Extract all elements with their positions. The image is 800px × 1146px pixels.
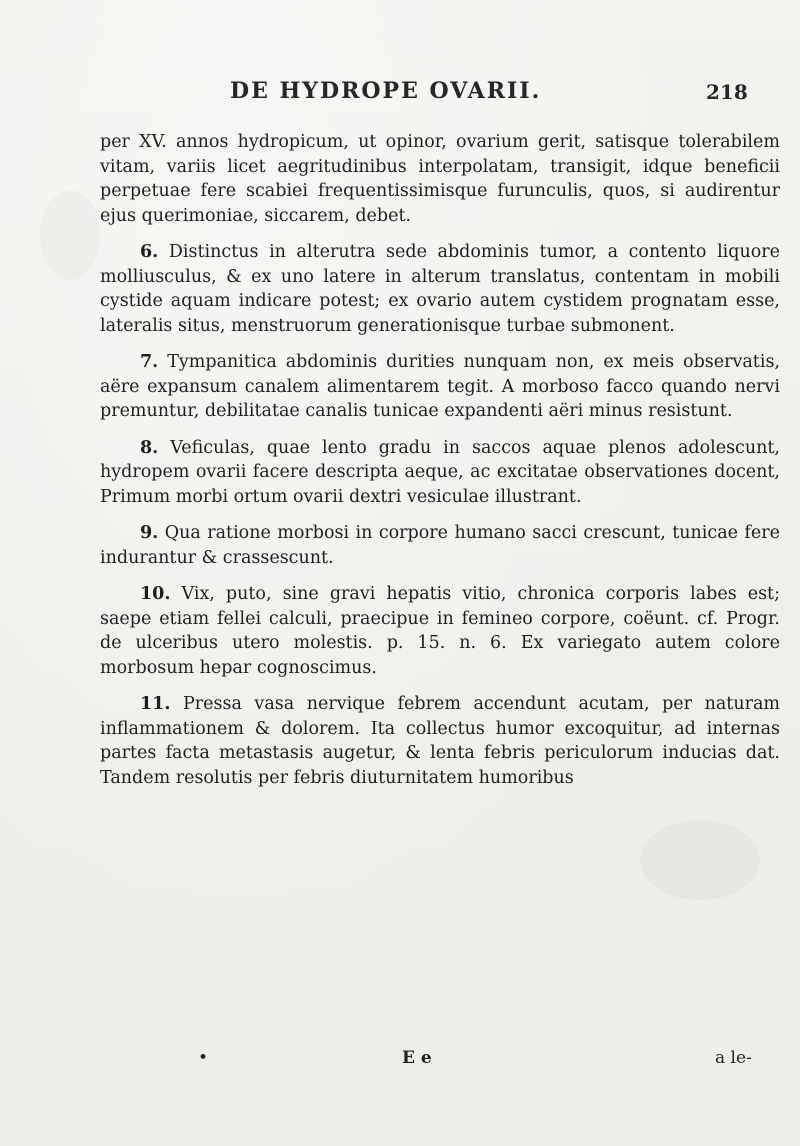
paragraph [100, 692, 780, 790]
paragraph-number: 9. [140, 523, 159, 543]
paragraph [100, 350, 780, 424]
body-text [100, 130, 780, 802]
paragraph-text: Vix, puto, sine gravi hepatis vitio, chronica corporis labes est; saepe etiam fellei calculi, praecipue in femineo corpore, coëunt. cf. Progr. de ulceribus utero molestis. p. 15. n. 6. Ex variegato autem colore morbosum hepar cognoscimus. [100, 584, 780, 678]
paper-stain [40, 190, 100, 280]
page-header [0, 72, 800, 112]
paragraph-number: 8. [140, 437, 159, 458]
paragraph [100, 436, 780, 510]
running-head: DE HYDROPE OVARII. [230, 78, 542, 104]
footer-dot: • [198, 1048, 209, 1068]
paragraph-text: Veficulas, quae lento gradu in saccos aquae plenos adolescunt, hydropem ovarii facere descripta aeque, ac excitatae observationes docent, Primum morbi ortum ovarii dextri vesiculae illustrant. [100, 437, 780, 507]
paragraph [100, 240, 780, 338]
paragraph-number: 10. [140, 584, 171, 604]
page-footer [0, 1048, 800, 1074]
signature-mark: E e [402, 1048, 432, 1068]
paragraph-text: Tympanitica abdominis durities nunquam non, ex meis observatis, aëre expansum canalem alimentarem tegit. A morboso facco quando nervi premuntur, debilitatae canalis tunicae expandenti aëri minus resistunt. [100, 352, 780, 421]
paragraph-text: Qua ratione morbosi in corpore humano sacci crescunt, tunicae fere indurantur & crassescunt. [100, 523, 780, 568]
paragraph-number: 11. [140, 694, 171, 714]
paragraph-number: 7. [140, 352, 159, 372]
paragraph [100, 521, 780, 570]
paragraph-text: Distinctus in alterutra sede abdominis tumor, a contento liquore molliusculus, & ex uno latere in alterum translatus, contentam in mobili cystide aquam indicare potest; ex ovario autem cystidem prognatam esse, lateralis situs, menstruorum generationisque turbae submonent. [100, 242, 780, 336]
catchword: a le- [715, 1048, 752, 1068]
paragraph [100, 582, 780, 680]
paragraph-text: Pressa vasa nervique febrem accendunt acutam, per naturam inflammationem & dolorem. Ita collectus humor excoquitur, ad internas partes facta metastasis augetur, & lenta febris periculorum inducias dat. Tandem resolutis per febris diuturnitatem humoribus [100, 694, 780, 788]
paragraph-text: per XV. annos hydropicum, ut opinor, ovarium gerit, satisque tolerabilem vitam, variis licet aegritudinibus interpolatam, transigit, idque beneficii perpetuae fere scabiei frequentissimisque furunculis, quos, si audirentur ejus querimoniae, siccarem, debet. [100, 132, 780, 226]
paragraph [100, 130, 780, 228]
page-number: 218 [706, 80, 748, 104]
paper-stain [640, 820, 760, 900]
paragraph-number: 6. [140, 242, 159, 262]
